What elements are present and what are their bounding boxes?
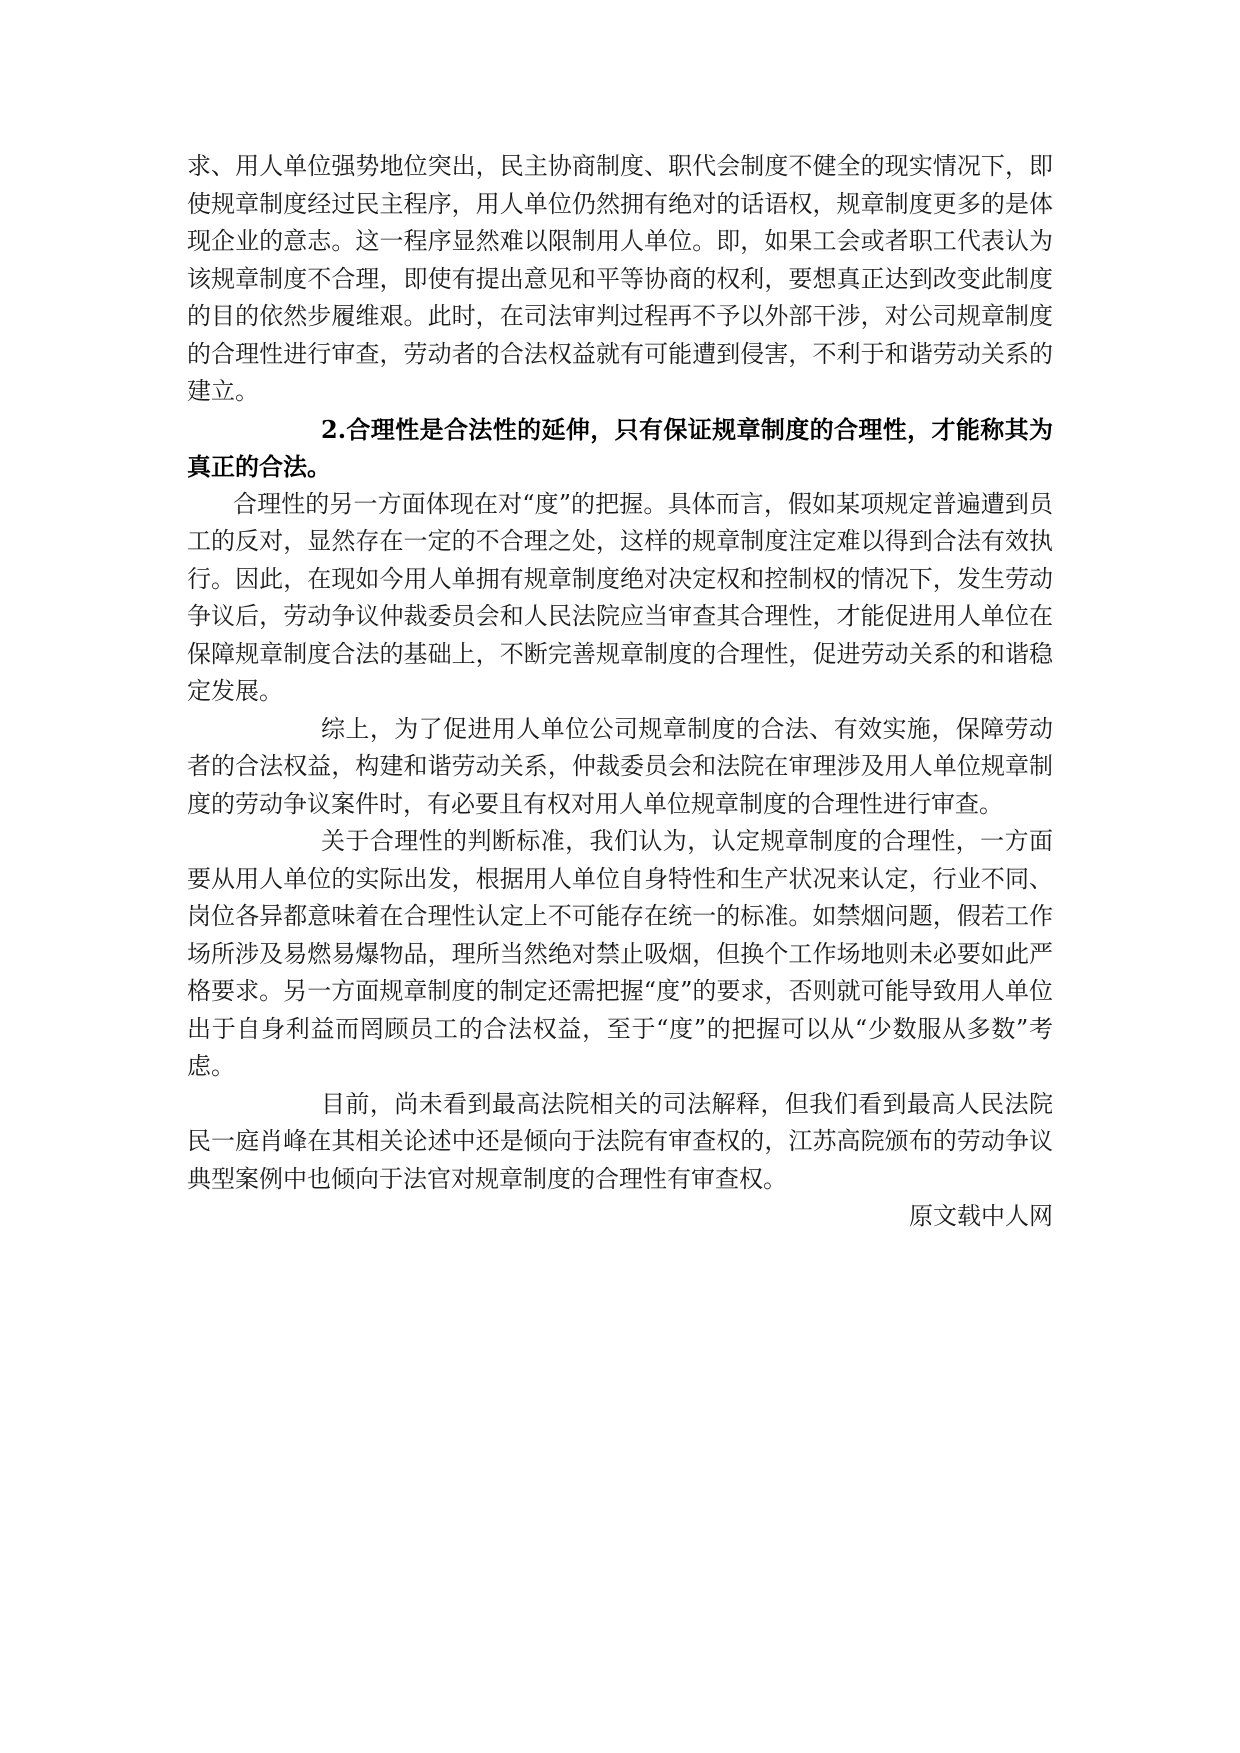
paragraph-reasonableness: 合理性的另一方面体现在对“度”的把握。具体而言，假如某项规定普遍遭到员工的反对，显然存在一定的不合理之处，这样的规章制度注定难以得到合法有效执行。因此，在现如今用人单拥有规章制度绝对决定权和控制权的情况下，发生劳动争议后，劳动争议仲裁委员会和人民法院应当审查其合理性，才能促进用人单位在保障规章制度合法的基础上，不断完善规章制度的合理性，促进劳动关系的和谐稳定发展。	[187, 489, 1053, 705]
section-heading: 2.合理性是合法性的延伸，只有保证规章制度的合理性，才能称其为真正的合法。	[187, 414, 1053, 481]
paragraph-continuation: 求、用人单位强势地位突出，民主协商制度、职代会制度不健全的现实情况下，即使规章制度经过民主程序，用人单位仍然拥有绝对的话语权，规章制度更多的是体现企业的意志。这一程序显然难以限制用人单位。即，如果工会或者职工代表认为该规章制度不合理，即使有提出意见和平等协商的权利，要想真正达到改变此制度的目的依然步履维艰。此时，在司法审判过程再不予以外部干涉，对公司规章制度的合理性进行审查，劳动者的合法权益就有可能遭到侵害，不利于和谐劳动关系的建立。	[187, 152, 1053, 405]
paragraph-current-status: 目前，尚未看到最高法院相关的司法解释，但我们看到最高人民法院民一庭肖峰在其相关论述中还是倾向于法院有审查权的，江苏高院颁布的劳动争议典型案例中也倾向于法官对规章制度的合理性有审查权。	[187, 1089, 1053, 1193]
paragraph-criteria: 关于合理性的判断标准，我们认为，认定规章制度的合理性，一方面要从用人单位的实际出发，根据用人单位自身特性和生产状况来认定，行业不同、岗位各异都意味着在合理性认定上不可能存在统一的标准。如禁烟问题，假若工作场所涉及易燃易爆物品，理所当然绝对禁止吸烟，但换个工作场地则未必要如此严格要求。另一方面规章制度的制定还需把握“度”的要求，否则就可能导致用人单位出于自身利益而罔顾员工的合法权益，至于“度”的把握可以从“少数服从多数”考虑。	[187, 827, 1053, 1080]
source-note: 原文载中人网	[909, 1202, 1053, 1230]
paragraph-summary: 综上，为了促进用人单位公司规章制度的合法、有效实施，保障劳动者的合法权益，构建和谐劳动关系，仲裁委员会和法院在审理涉及用人单位规章制度的劳动争议案件时，有必要且有权对用人单位规章制度的合理性进行审查。	[187, 714, 1053, 818]
document-body	[187, 148, 1053, 1236]
